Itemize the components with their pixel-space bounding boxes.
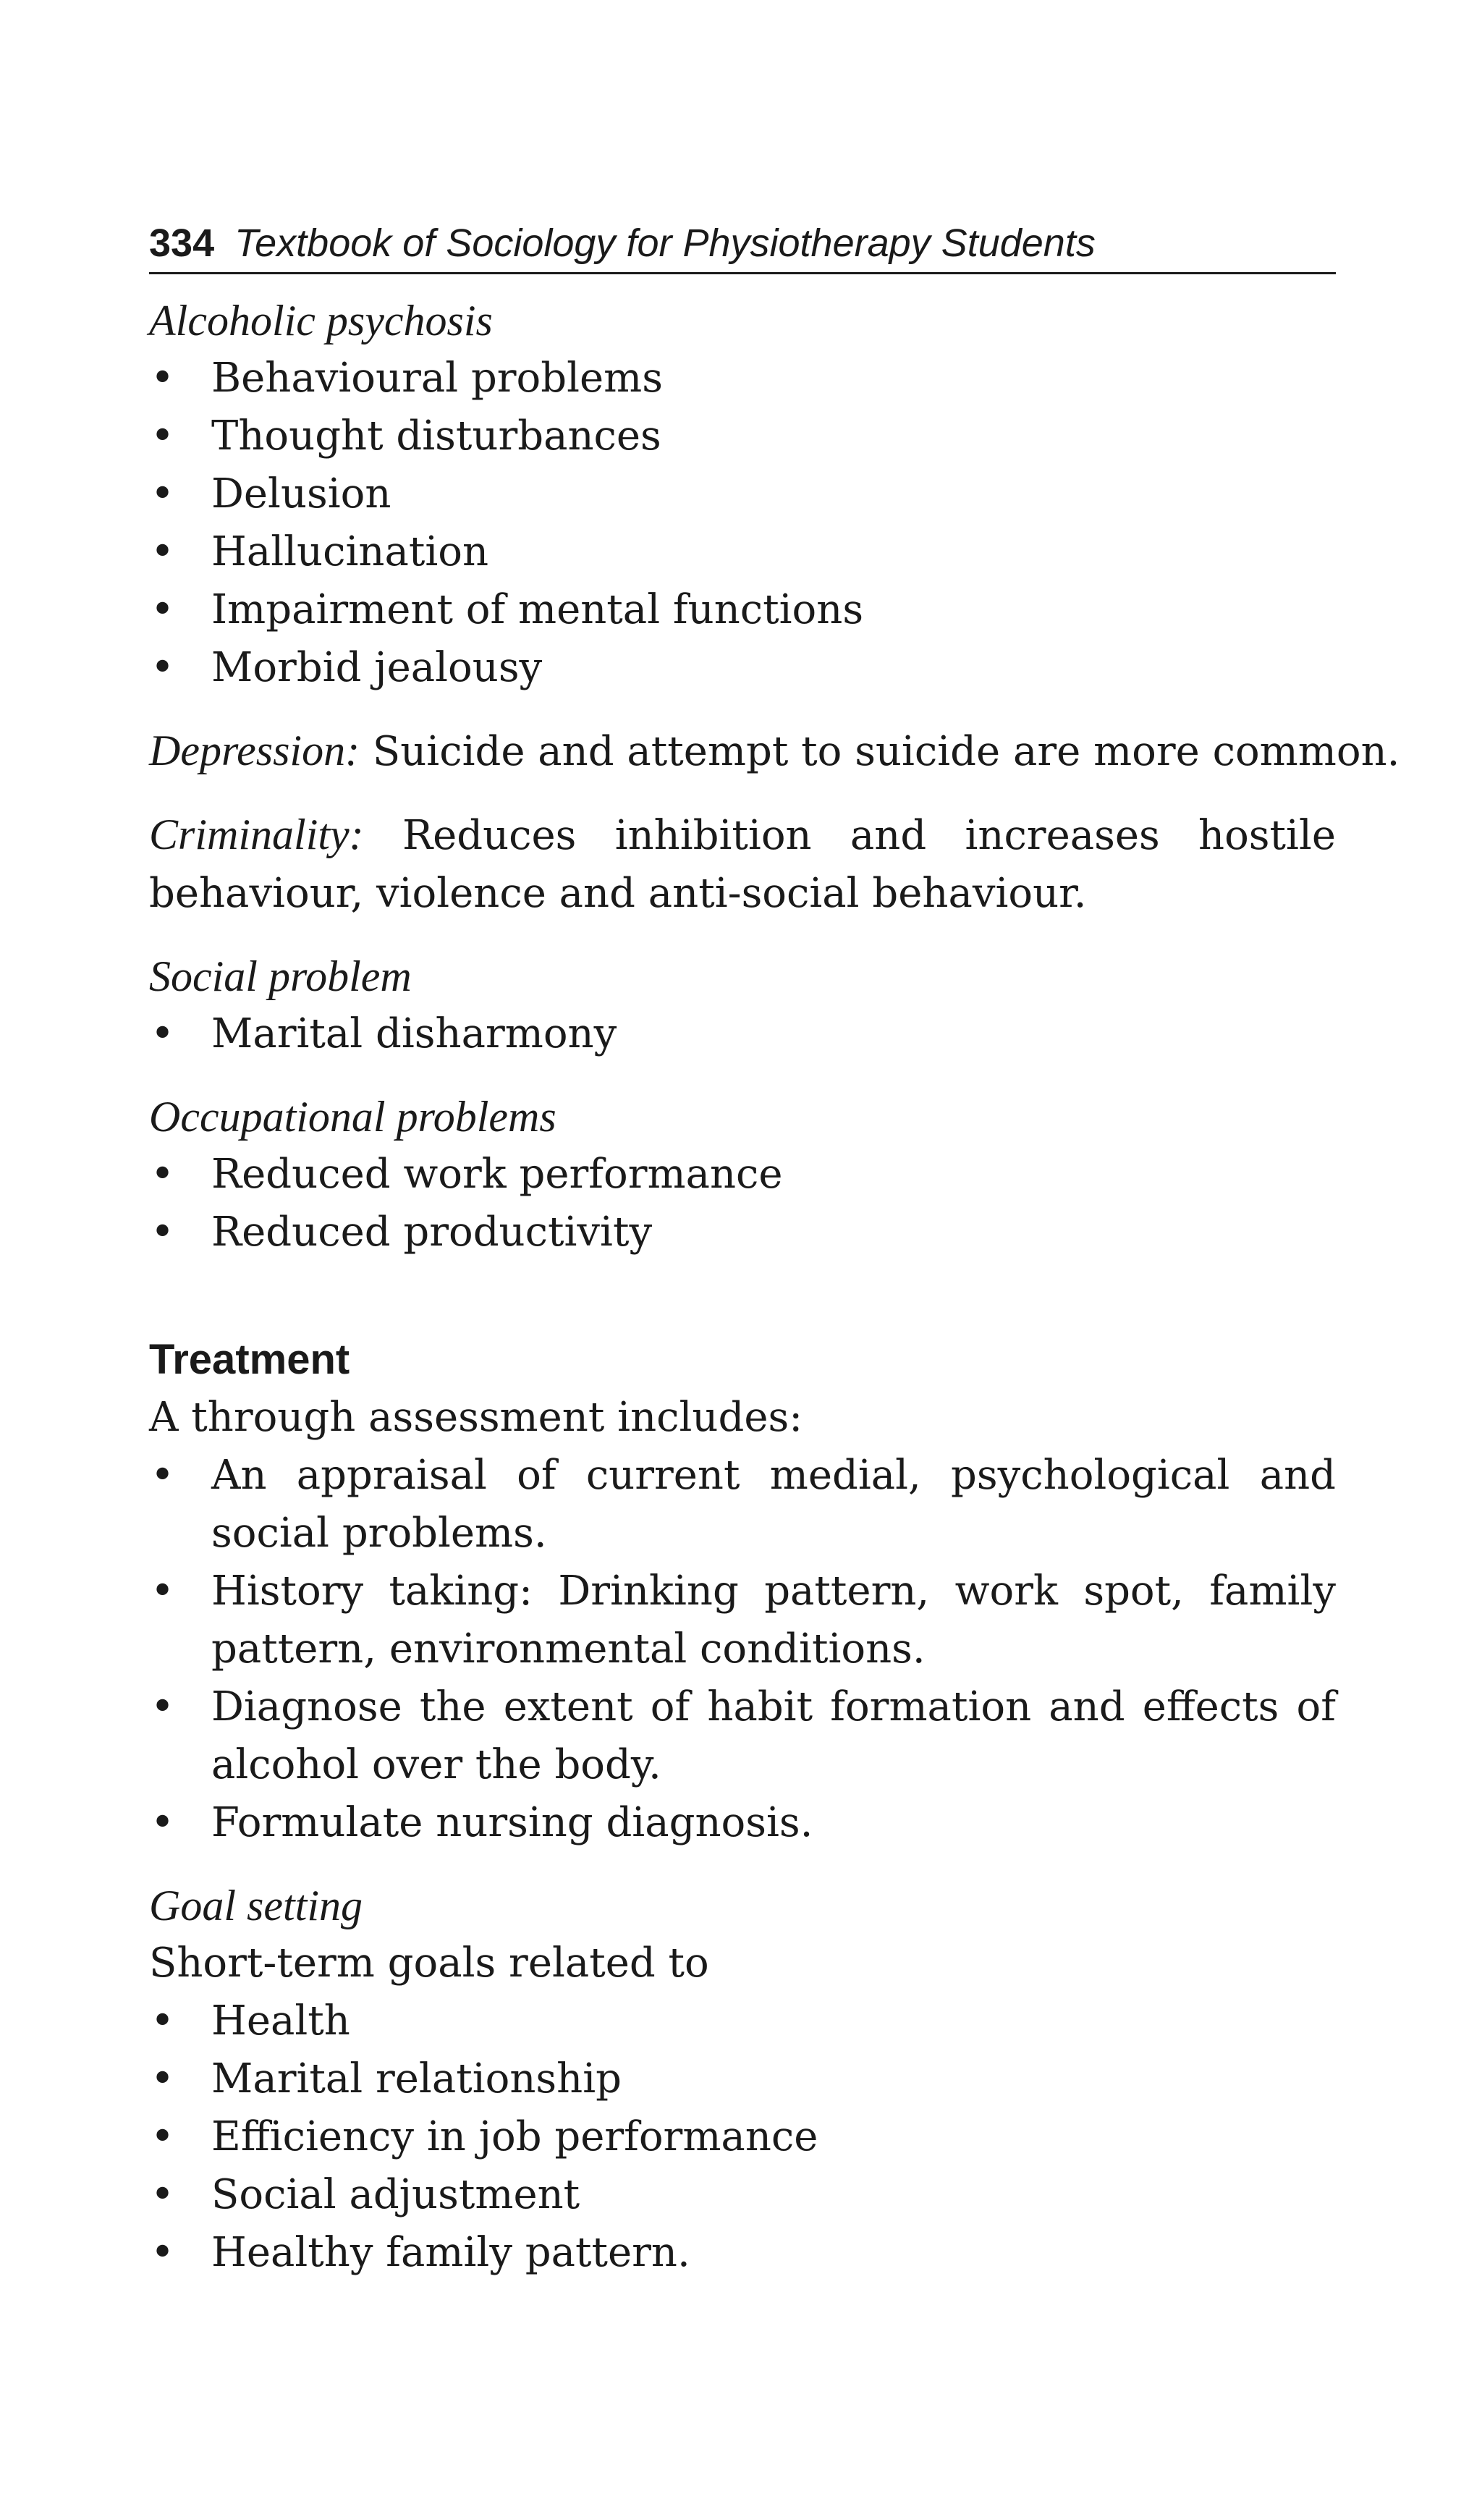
occupational-problems-list (149, 1146, 1336, 1261)
subheading-social-problem: Social problem (149, 952, 412, 1000)
list-item: • Morbid jealousy (149, 639, 1336, 697)
alcoholic-psychosis-list (149, 350, 1336, 697)
page-header (149, 214, 1336, 274)
list-item: • Hallucination (149, 523, 1336, 581)
list-item: • Formulate nursing diagnosis. (149, 1794, 1336, 1852)
criminality-text: Reduces inhibition and increases hostile behaviour, violence and anti-social behaviour. (149, 812, 1336, 917)
depression-paragraph (149, 722, 1400, 781)
subheading-goal-setting: Goal setting (149, 1882, 363, 1929)
list-item: • An appraisal of current medial, psychological and social problems. (149, 1447, 1336, 1563)
treatment-list (149, 1447, 1336, 1852)
depression-text: Suicide and attempt to suicide are more common. (360, 728, 1400, 775)
social-problem-list (149, 1005, 1336, 1063)
page-number: 334 (149, 221, 215, 265)
goal-setting-intro: Short-term goals related to (149, 1940, 709, 1987)
list-item: • Marital relationship (149, 2050, 1336, 2108)
subheading-alcoholic-psychosis: Alcoholic psychosis (149, 297, 493, 344)
list-item: • Efficiency in job performance (149, 2108, 1336, 2166)
list-item: • Behavioural problems (149, 350, 1336, 407)
list-item: • Thought disturbances (149, 407, 1336, 465)
list-item: • Health (149, 1992, 1336, 2050)
page-body (149, 292, 1400, 2282)
list-item: • Social adjustment (149, 2166, 1336, 2224)
list-item: • Reduced work performance (149, 1146, 1336, 1204)
list-item: • Diagnose the extent of habit formation and effects of alcohol over the body. (149, 1678, 1336, 1794)
list-item: • Marital disharmony (149, 1005, 1336, 1063)
list-item: • Healthy family pattern. (149, 2224, 1336, 2282)
criminality-lead: Criminality: (149, 811, 364, 858)
depression-lead: Depression: (149, 727, 360, 774)
section-heading-treatment: Treatment (149, 1336, 350, 1383)
book-page (149, 214, 1400, 2282)
criminality-paragraph (149, 806, 1336, 923)
subheading-occupational-problems: Occupational problems (149, 1093, 556, 1141)
treatment-intro: A through assessment includes: (149, 1394, 803, 1441)
goal-setting-list (149, 1992, 1336, 2282)
list-item: • Reduced productivity (149, 1204, 1336, 1261)
running-title: Textbook of Sociology for Physiotherapy Students (234, 221, 1096, 265)
list-item: • Impairment of mental functions (149, 581, 1336, 639)
list-item: • History taking: Drinking pattern, work spot, family pattern, environmental conditions. (149, 1563, 1336, 1678)
list-item: • Delusion (149, 465, 1336, 523)
